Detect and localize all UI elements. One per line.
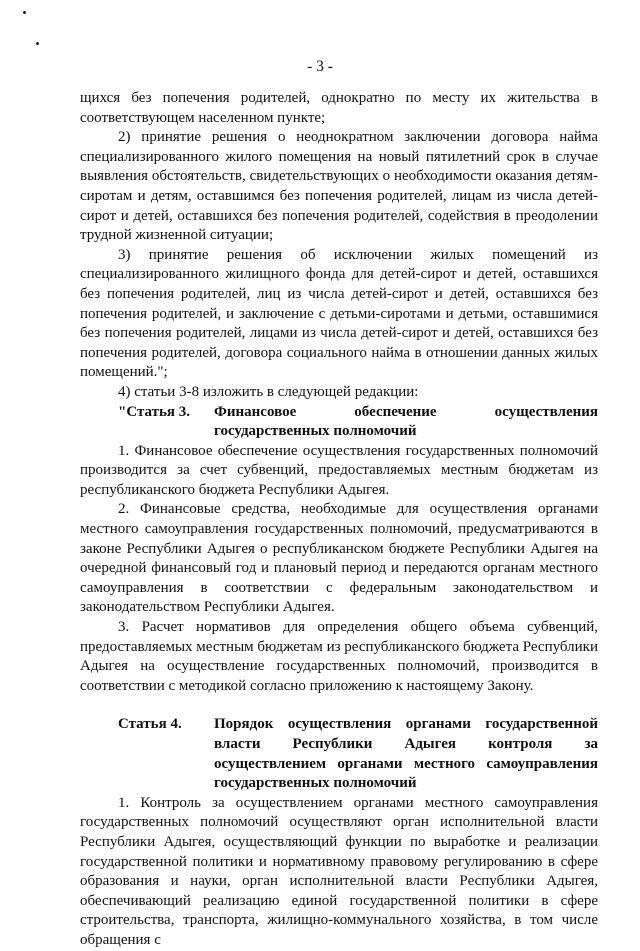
article-3-title: Финансовое обеспечение осуществления государственных полномочий: [214, 403, 598, 440]
paragraph: 1. Финансовое обеспечение осуществления государственных полномочий производится за счет субвенций, предоставляемых местным бюджетам из республиканского бюджета Республики Адыгея.: [80, 442, 598, 498]
article-3-heading: [118, 403, 598, 442]
article-4-title: Порядок осуществления органами государственной власти Республики Адыгея контроля за осуществлением органами местного самоуправления государственных полномочий: [214, 716, 598, 792]
paragraph: щихся без попечения родителей, однократно по месту их жительства в соответствующем населенном пункте;: [80, 90, 598, 126]
paragraph: 3. Расчет нормативов для определения общего объема субвенций, предоставляемых местным бюджетам из республиканского бюджета Республики Адыгея на осуществление государственных полномочий, производится в соответствии с методикой согласно приложению к настоящему Закону.: [80, 619, 598, 694]
paragraph: 2) принятие решения о неоднократном заключении договора найма специализированного жилого помещения на новый пятилетний срок в случае выявления обстоятельств, свидетельствующих о необходимости оказания детям-сиротам и детям, оставшимся без попечения родителей, лицам из числа детей-сирот и детей, оставшихся без попечения родителей, содействия в преодолении трудной жизненной ситуации;: [80, 129, 598, 244]
page-number: - 3 -: [307, 58, 333, 75]
article-4-heading: [118, 715, 598, 793]
paragraph: 3) принятие решения об исключении жилых помещений из специализированного жилищного фонда для детей-сирот и детей, оставшихся без попечения родителей, лиц из числа детей-сирот и детей, оставшихся без попечения родителей, и заключение с детьми-сиротами и детьми, оставшимися без попечения родителей, лицами из числа детей-сирот и детей, оставшихся без попечения родителей, договора социального найма в отношении данных жилых помещений.";: [80, 246, 598, 381]
paragraph: 2. Финансовые средства, необходимые для осуществления органами местного самоуправления государственных полномочий, предусматриваются в законе Республики Адыгея о республиканском бюджете Республики Адыгея на очередной финансовый год и плановый период и передаются органам местного самоуправления в соответствии с федеральным законодательством и законодательством Республики Адыгея.: [80, 501, 598, 616]
scan-speck: [36, 42, 39, 45]
article-4-label: Статья 4.: [118, 716, 182, 733]
article-3-label: "Статья 3.: [118, 403, 191, 420]
scan-speck: [23, 11, 26, 14]
paragraph: 1. Контроль за осуществлением органами местного самоуправления государственных полномочий осуществляют орган исполнительной власти Республики Адыгея, осуществляющий функции по выработке и реализации государственной политики и нормативному правовому регулированию в сфере образования и науки, орган исполнительной власти Республики Адыгея, обеспечивающий реализацию единой государственной политики в сфере строительства, транспорта, жилищно-коммунального хозяйства, в том числе обращения с: [80, 794, 598, 948]
document-body: [80, 89, 598, 951]
paragraph: 4) статьи 3-8 изложить в следующей редакции:: [118, 383, 419, 400]
